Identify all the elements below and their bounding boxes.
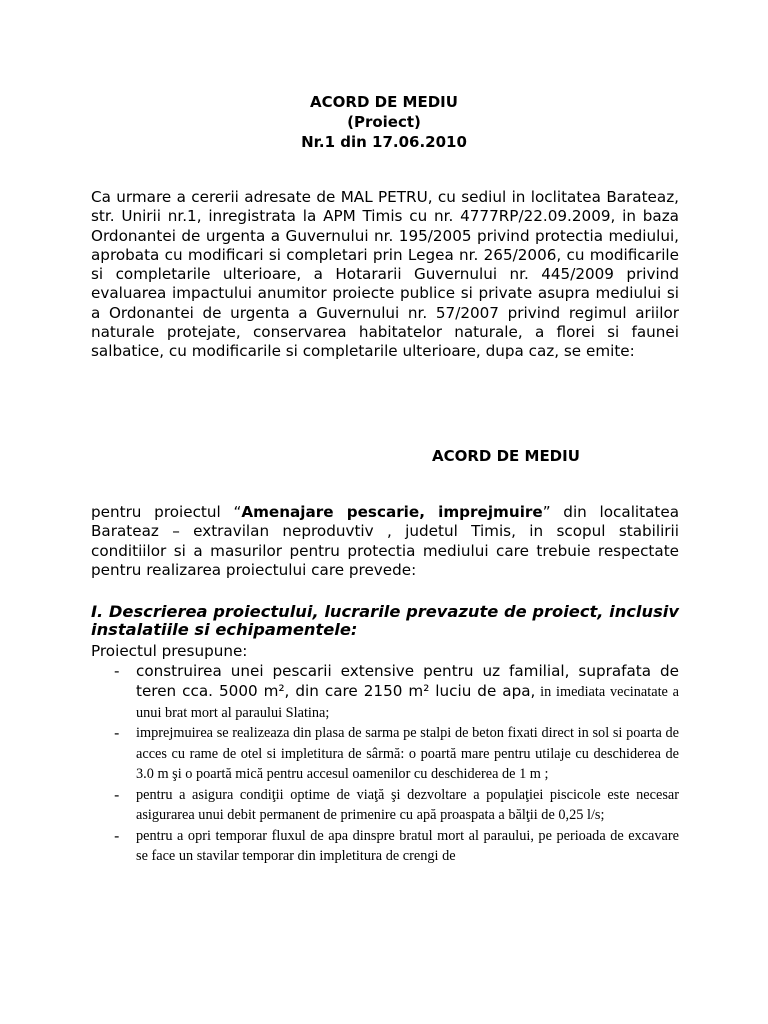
project-items-list <box>91 661 679 867</box>
document-number: Nr.1 din 17.06.2010 <box>301 133 467 151</box>
list-bullet: - <box>114 785 120 804</box>
item-3-text: pentru a asigura condiţii optime de viaţă şi dezvoltare a populaţiei piscicole este necesar asigurarea unui debit permanent de primenire cu apă proaspata a bălţii de 0,25 l/s; <box>136 786 679 823</box>
section-1-heading: I. Descrierea proiectului, lucrarile prevazute de proiect, inclusiv instalatiile si echipamentele: <box>91 602 679 639</box>
list-item <box>91 826 679 867</box>
list-item <box>91 785 679 826</box>
list-item <box>91 661 679 723</box>
list-bullet: - <box>114 724 120 742</box>
project-suffix: ” din localitatea Barateaz – extravilan neproduvtiv , judetul Timis, in scopul stabilirii conditiilor si a masurilor pentru protectia mediului care trebuie respectate pentru realizarea proiectului care prevede: <box>91 503 680 579</box>
section-1-lead: Proiectul presupune: <box>91 642 248 660</box>
list-bullet: - <box>114 662 120 680</box>
document-title: ACORD DE MEDIU <box>310 93 458 111</box>
project-prefix: pentru proiectul “ <box>91 503 242 521</box>
intro-paragraph: Ca urmare a cererii adresate de MAL PETRU, cu sediul in loclitatea Barateaz, str. Unirii nr.1, inregistrata la APM Timis cu nr. 4777RP/22.09.2009, in baza Ordonantei de urgenta a Guvernului nr. 195/2005 privind protectia mediului, aprobata cu modificari si completari prin Legea nr. 265/2006, cu modificarile si completarile ulterioare, a Hotararii Guvernului nr. 445/2009 privind evaluarea impactului anumitor proiecte publice si private asupra mediului si a Ordonantei de urgenta a Guvernului nr. 57/2007 privind regimul ariilor naturale protejate, conservarea habitatelor naturale, a florei si faunei salbatice, cu modificarile si completarile ulterioare, dupa caz, se emite: <box>91 188 679 361</box>
document-subtitle: (Proiect) <box>347 113 421 131</box>
acord-heading: ACORD DE MEDIU <box>432 447 580 465</box>
document-header <box>0 92 768 152</box>
list-item <box>91 723 679 785</box>
project-paragraph <box>91 503 679 580</box>
project-name: Amenajare pescarie, imprejmuire <box>241 503 543 521</box>
list-bullet: - <box>114 826 120 845</box>
item-1-tail: in imediata vecinatate a unui brat mort al paraului Slatina; <box>136 684 679 721</box>
item-2-text: imprejmuirea se realizeaza din plasa de sarma pe stalpi de beton fixati direct in sol si poarta de acces cu rame de otel si impletitura de sârmă: o poartă mare pentru utilaje cu deschiderea de 3.0 m şi o poartă mică pentru accesul oamenilor cu deschiderea de 1 m ; <box>136 725 679 782</box>
item-4-text: pentru a opri temporar fluxul de apa dinspre bratul mort al paraului, pe perioada de excavare se face un stavilar temporar din impletitura de crengi de <box>136 827 679 864</box>
item-1-text: construirea unei pescarii extensive pentru uz familial, suprafata de teren cca. 5000 m², din care 2150 m² luciu de apa, <box>136 662 679 700</box>
